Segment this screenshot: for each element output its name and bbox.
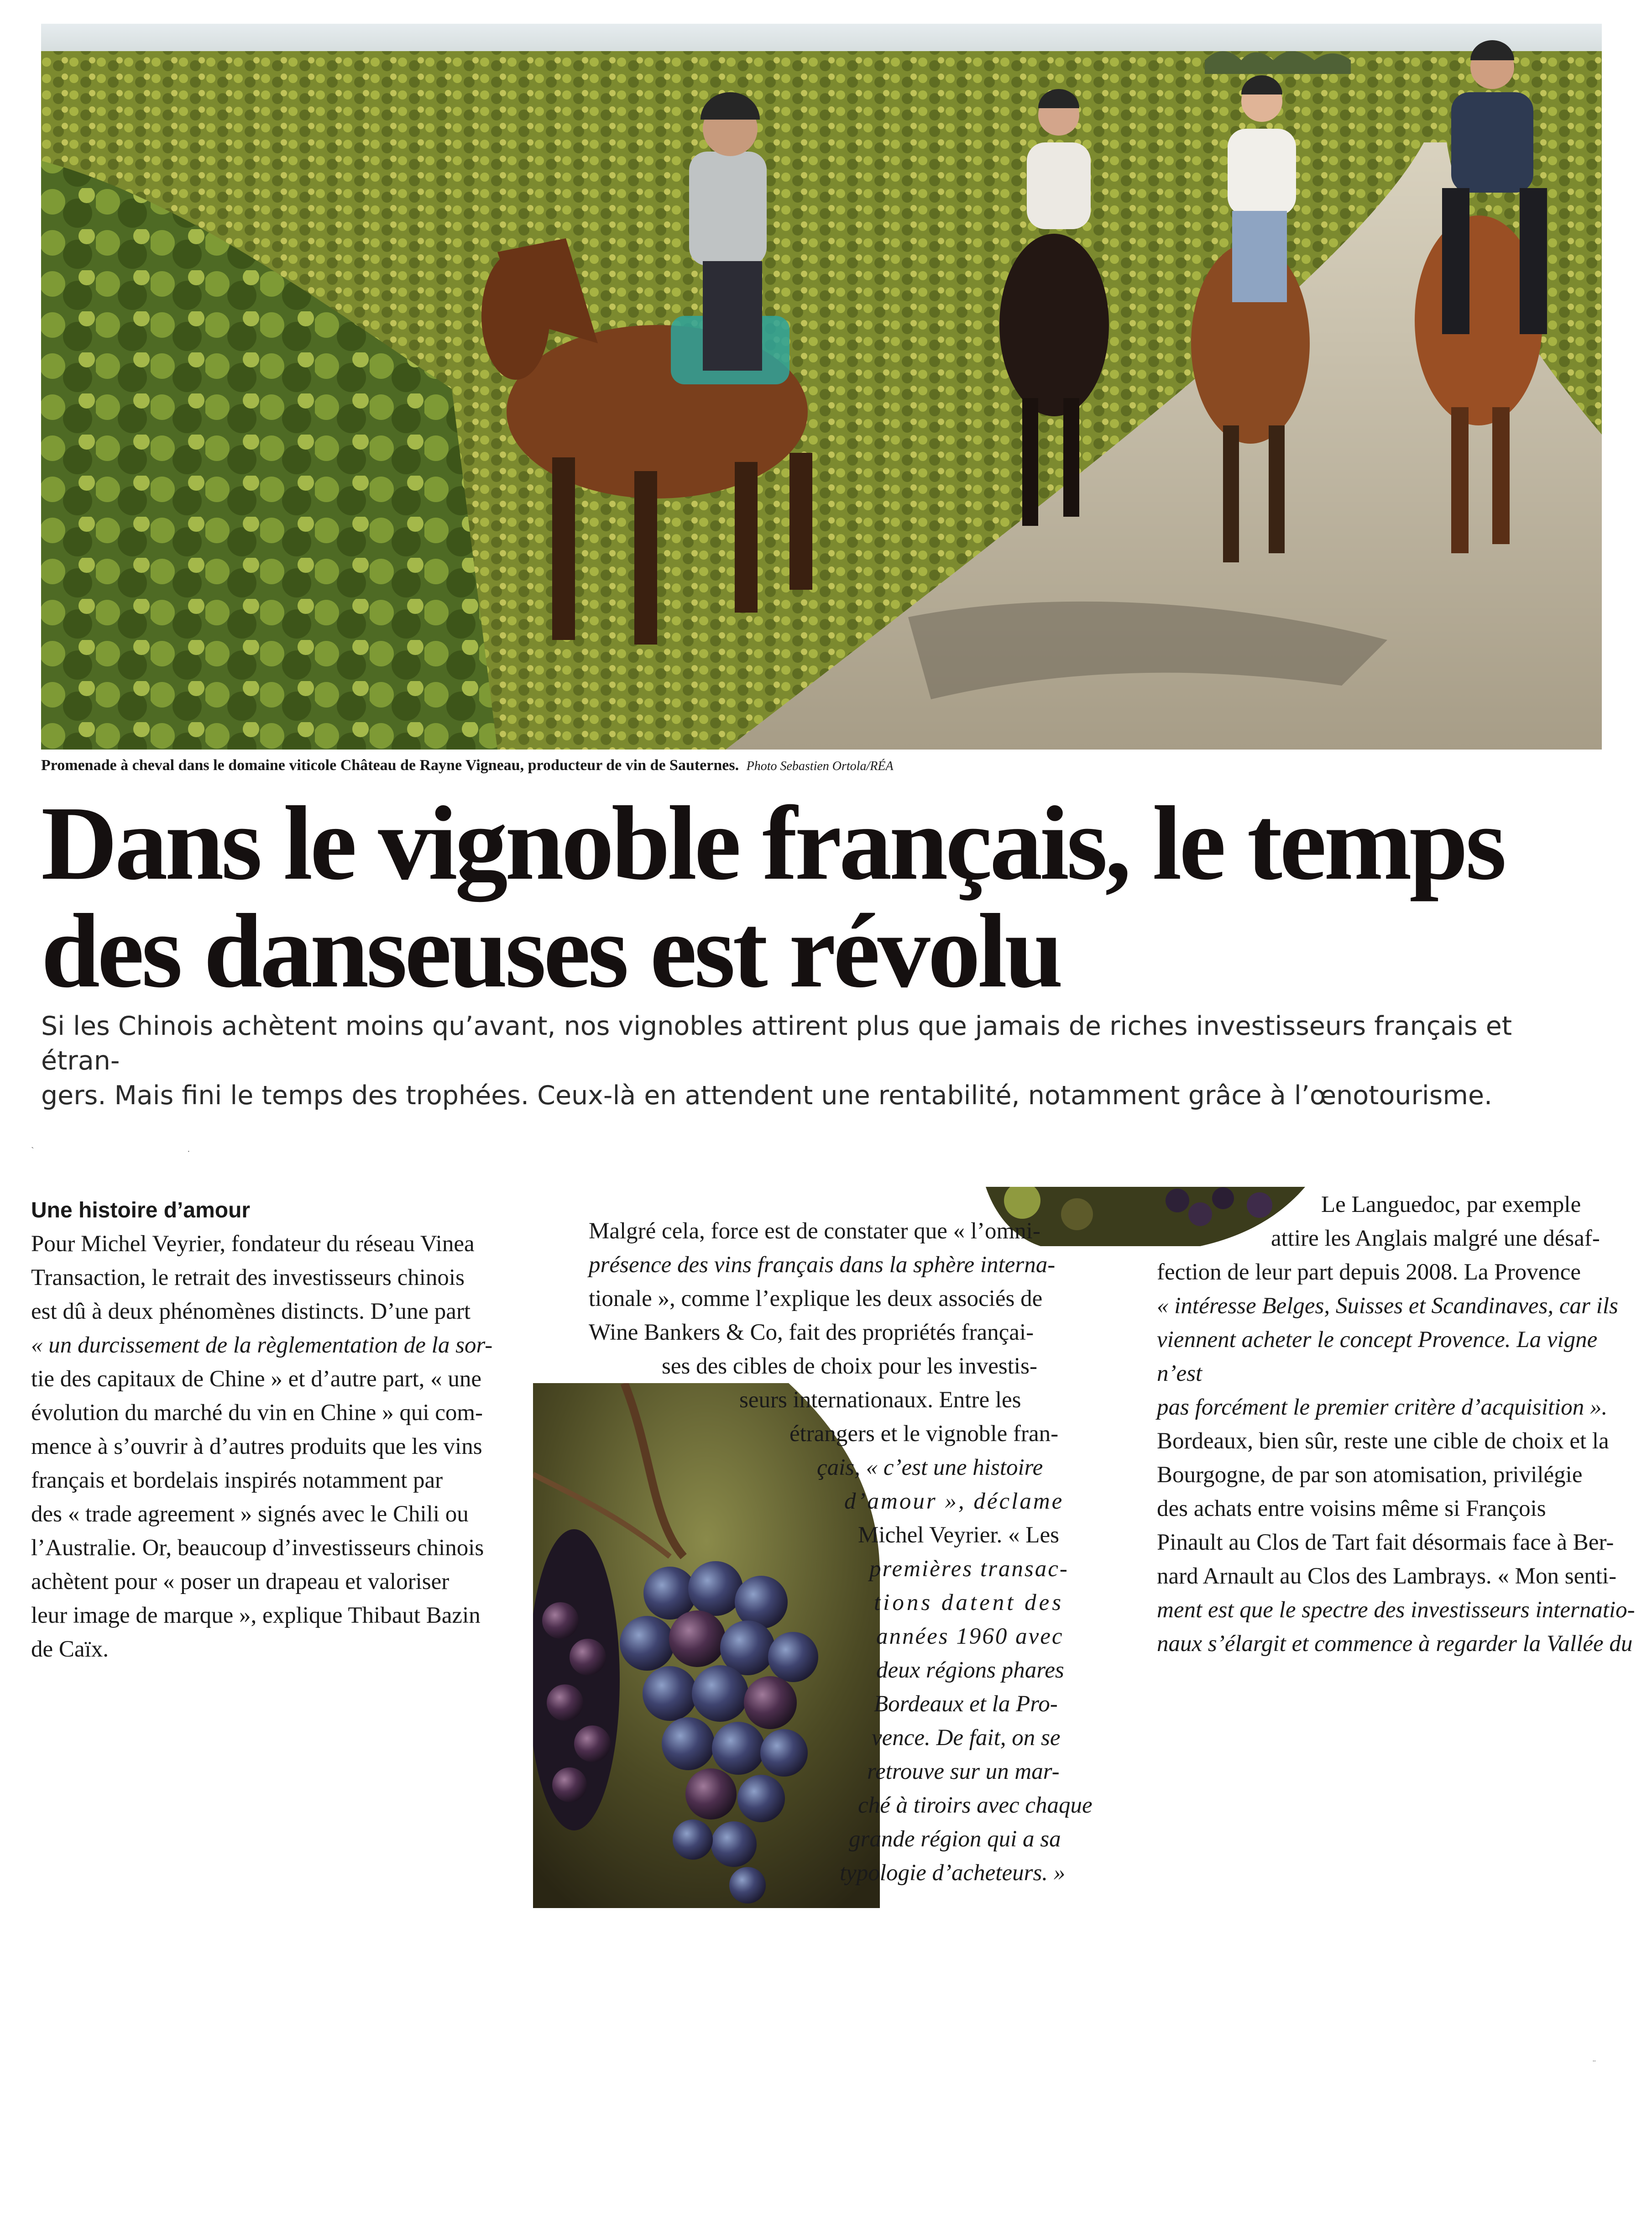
article-deck bbox=[41, 1009, 1579, 1113]
col3-line: Le Languedoc, par exemple bbox=[1321, 1192, 1581, 1217]
col3-line: fection de leur part depuis 2008. La Provence bbox=[1157, 1259, 1581, 1285]
col1-line: Transaction, le retrait des investisseurs chinois bbox=[31, 1265, 465, 1290]
deck-line-1: Si les Chinois achètent moins qu’avant, nos vignobles attirent plus que jamais de riches investisseurs français et étran- bbox=[41, 1011, 1512, 1076]
deck-line-2: gers. Mais fini le temps des trophées. Ceux-là en attendent une rentabilité, notamment grâce à l’œnotourisme. bbox=[41, 1080, 1493, 1111]
col2-line: tionale », comme l’explique les deux associés de bbox=[589, 1286, 1043, 1311]
print-mark: ` bbox=[31, 1146, 34, 1156]
hero-photo-illustration bbox=[41, 24, 1602, 750]
col2-line: deux régions phares bbox=[876, 1657, 1064, 1683]
col2-line: années 1960 avec bbox=[876, 1624, 1064, 1649]
col2-line: Michel Veyrier. « Les bbox=[858, 1522, 1059, 1548]
col3-line: nard Arnault au Clos des Lambrays. « Mon senti- bbox=[1157, 1563, 1617, 1589]
col1-line: de Caïx. bbox=[31, 1636, 109, 1662]
col2-line: grande région qui a sa bbox=[849, 1826, 1061, 1852]
article-column-1 bbox=[31, 1196, 524, 1666]
col2-line: seurs internationaux. Entre les bbox=[739, 1387, 1021, 1413]
col3-line: ment est que le spectre des investisseurs internatio- bbox=[1157, 1597, 1635, 1623]
col2-line: étrangers et le vignoble fran- bbox=[789, 1421, 1059, 1447]
article-column-2 bbox=[589, 1214, 1114, 1890]
col2-line: çais, « c’est une histoire bbox=[817, 1455, 1043, 1480]
col1-line: l’Australie. Or, beaucoup d’investisseurs chinois bbox=[31, 1535, 484, 1561]
col2-line: ché à tiroirs avec chaque bbox=[858, 1793, 1093, 1818]
col3-line: viennent acheter le concept Provence. La vigne n’est bbox=[1157, 1327, 1598, 1386]
col2-line: typologie d’acheteurs. » bbox=[840, 1860, 1066, 1886]
col1-line: leur image de marque », explique Thibaut Bazin bbox=[31, 1603, 481, 1628]
col1-line: évolution du marché du vin en Chine » qui com- bbox=[31, 1400, 483, 1426]
headline-line-1: Dans le vignoble français, le temps bbox=[41, 785, 1504, 902]
col2-line: d’amour », déclame bbox=[844, 1489, 1064, 1514]
hero-photo bbox=[41, 24, 1602, 750]
col3-line: « intéresse Belges, Suisses et Scandinaves, car ils bbox=[1157, 1293, 1618, 1319]
col1-line: mence à s’ouvrir à d’autres produits que les vins bbox=[31, 1434, 482, 1459]
headline-line-2: des danseuses est révolu bbox=[41, 892, 1061, 1010]
col3-line: attire les Anglais malgré une désaf- bbox=[1271, 1226, 1600, 1251]
col2-line: premières transac- bbox=[869, 1556, 1069, 1582]
col2-line: retrouve sur un mar- bbox=[867, 1759, 1060, 1784]
col2-line: présence des vins français dans la sphère interna- bbox=[589, 1252, 1056, 1278]
col3-line: naux s’élargit et commence à regarder la Vallée du bbox=[1157, 1631, 1633, 1657]
headline bbox=[41, 785, 1611, 1010]
col1-line: tie des capitaux de Chine » et d’autre part, « une bbox=[31, 1366, 482, 1392]
col2-line: Malgré cela, force est de constater que « l’omni- bbox=[589, 1218, 1040, 1244]
col3-line: Pinault au Clos de Tart fait désormais face à Ber- bbox=[1157, 1530, 1614, 1555]
col3-line: des achats entre voisins même si François bbox=[1157, 1496, 1546, 1521]
col2-line: Bordeaux et la Pro- bbox=[874, 1691, 1058, 1717]
photo-caption bbox=[41, 757, 1602, 774]
col1-line: est dû à deux phénomènes distincts. D’une part bbox=[31, 1299, 471, 1324]
article-column-3 bbox=[1157, 1188, 1636, 1661]
col1-line: achètent pour « poser un drapeau et valoriser bbox=[31, 1569, 450, 1594]
col3-line: pas forcément le premier critère d’acquisition ». bbox=[1157, 1395, 1608, 1420]
subheading: Une histoire d’amour bbox=[31, 1198, 251, 1222]
col1-line: Pour Michel Veyrier, fondateur du réseau Vinea bbox=[31, 1231, 475, 1257]
print-mark: · bbox=[187, 1147, 190, 1157]
col2-line: ses des cibles de choix pour les investis- bbox=[662, 1353, 1037, 1379]
col1-line: français et bordelais inspirés notamment par bbox=[31, 1468, 443, 1493]
print-mark: ¨ bbox=[1593, 2059, 1596, 2069]
col3-line: Bordeaux, bien sûr, reste une cible de choix et la bbox=[1157, 1428, 1609, 1454]
col2-line: vence. De fait, on se bbox=[872, 1725, 1061, 1751]
col2-line: tions datent des bbox=[874, 1590, 1064, 1615]
col1-line: des « trade agreement » signés avec le Chili ou bbox=[31, 1501, 469, 1527]
col1-line: « un durcissement de la règlementation de la sor- bbox=[31, 1332, 493, 1358]
col3-line: Bourgogne, de par son atomisation, privilégie bbox=[1157, 1462, 1583, 1488]
caption-text: Promenade à cheval dans le domaine viticole Château de Rayne Vigneau, producteur de vin de Sauternes. bbox=[41, 757, 739, 774]
col2-line: Wine Bankers & Co, fait des propriétés françai- bbox=[589, 1320, 1034, 1345]
photo-credit: Photo Sebastien Ortola/RÉA bbox=[746, 759, 894, 773]
